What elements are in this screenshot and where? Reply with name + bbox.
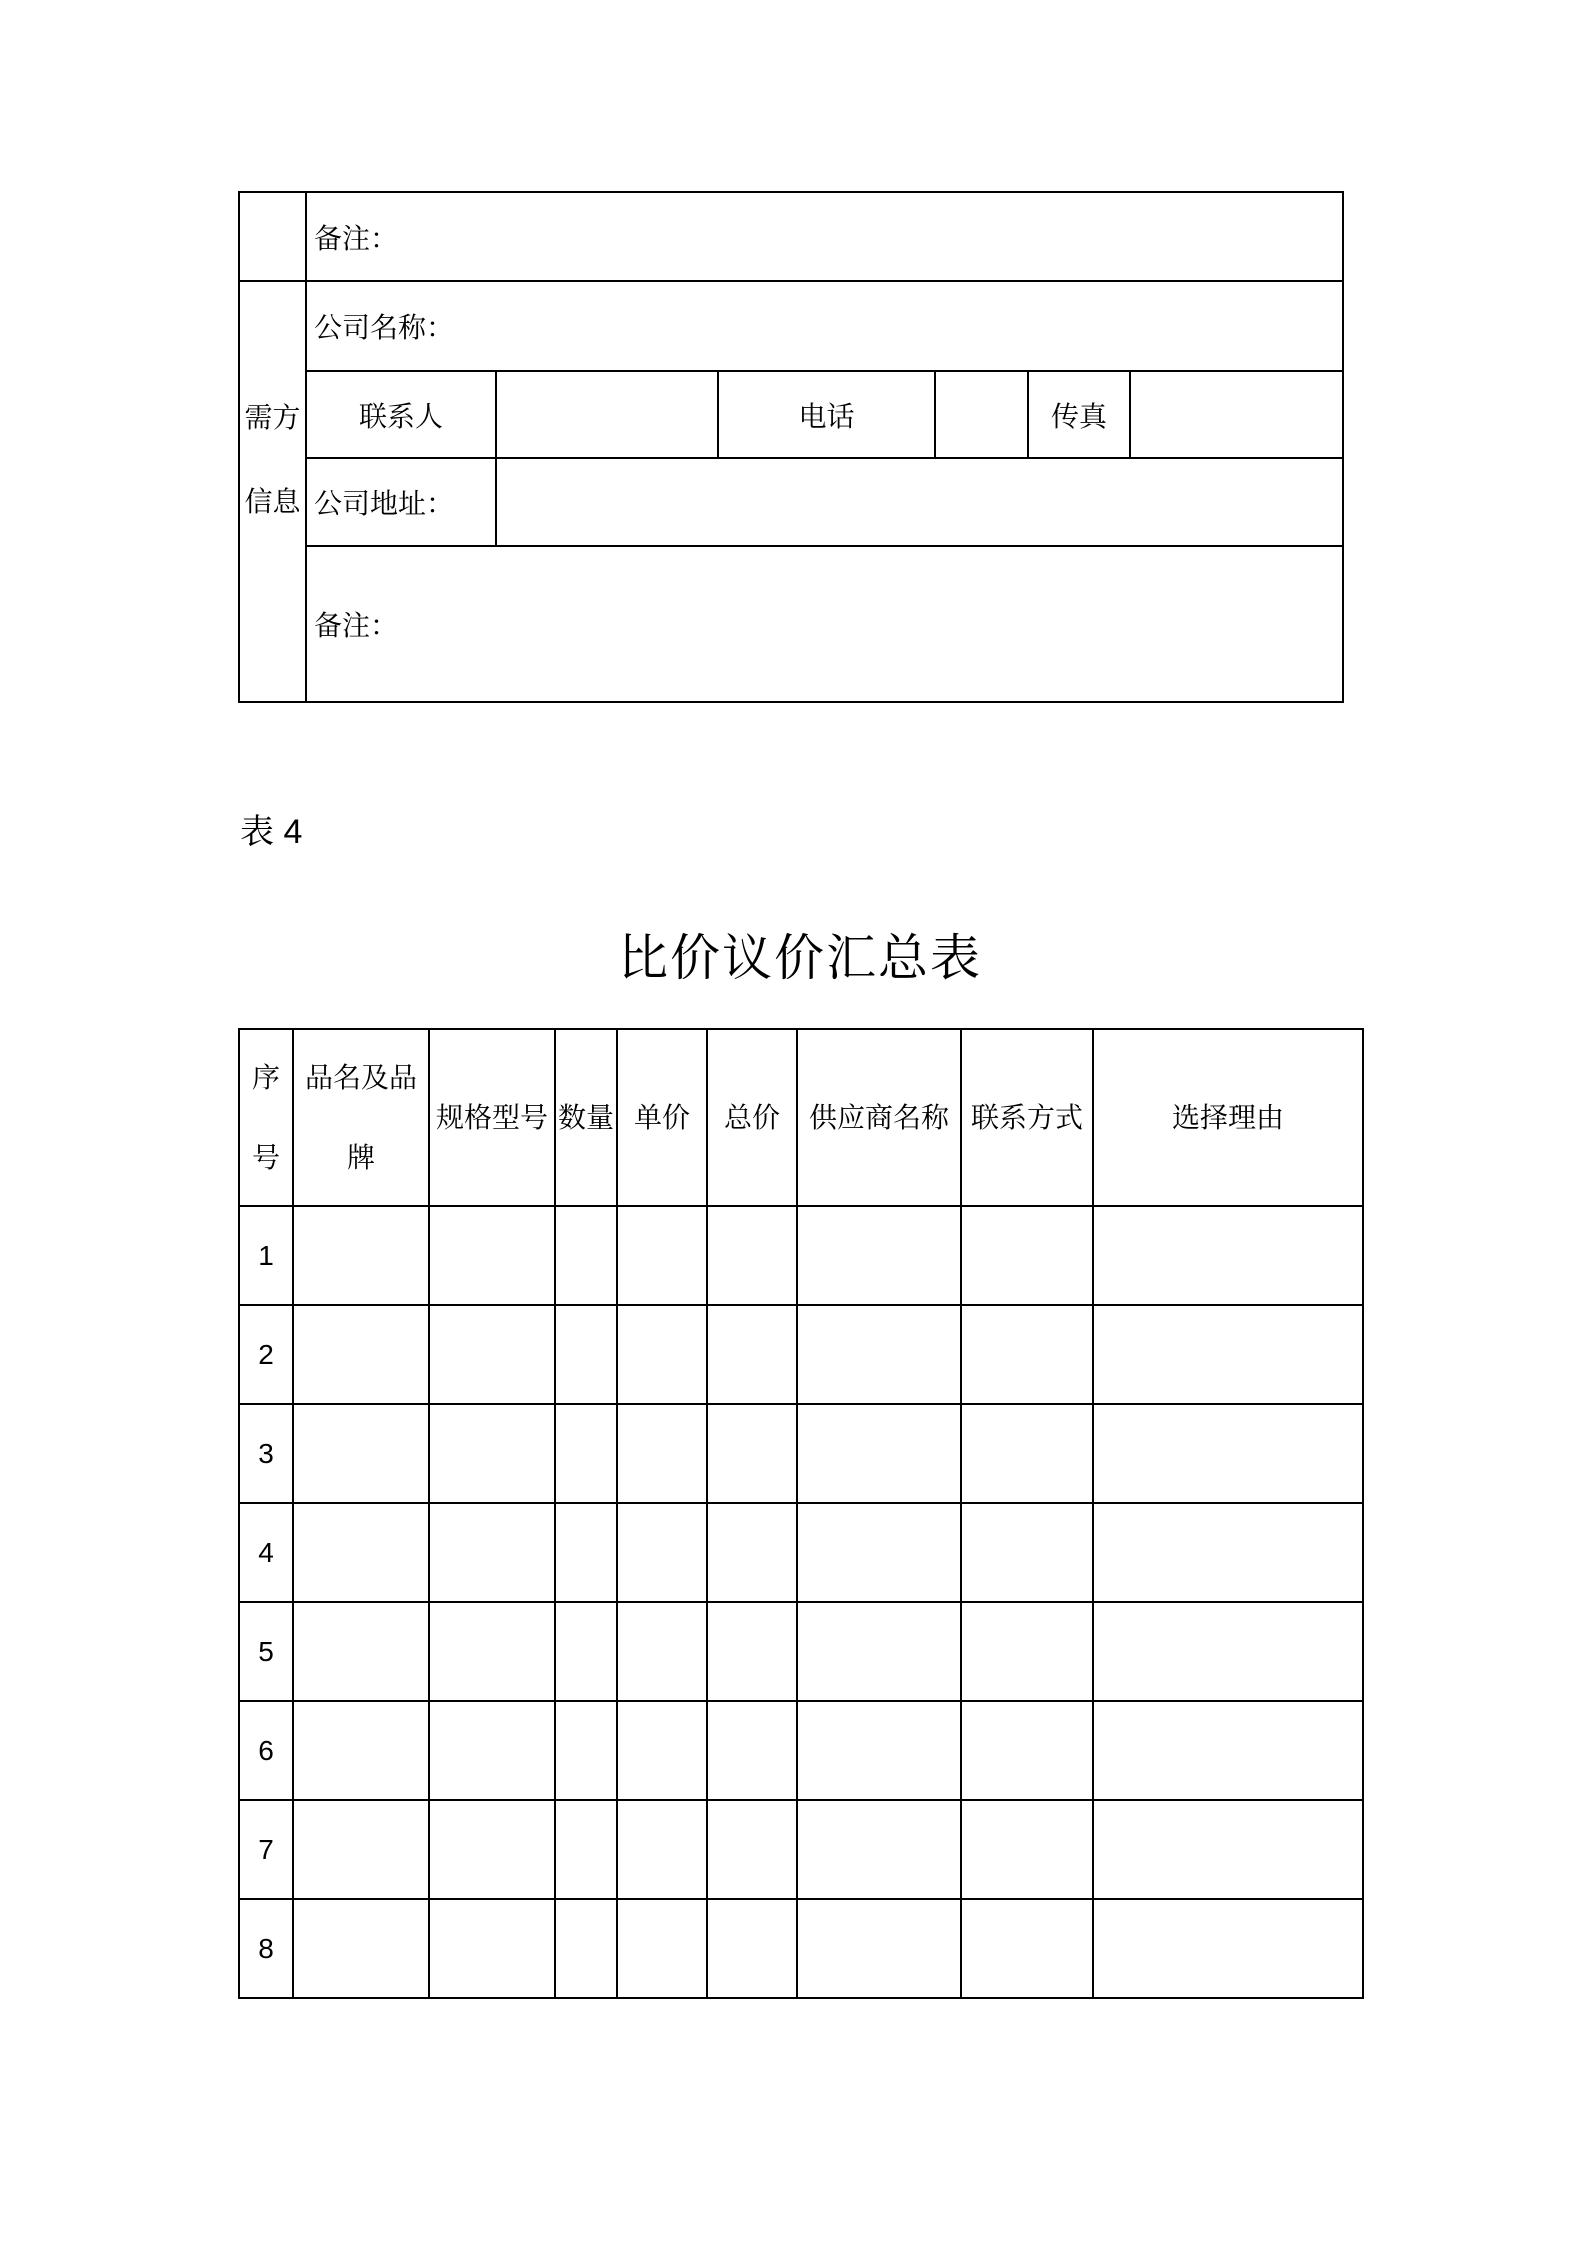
data-cell <box>617 1899 707 1998</box>
data-cell <box>1093 1800 1363 1899</box>
row-number-cell: 1 <box>239 1206 293 1305</box>
data-cell <box>961 1899 1093 1998</box>
row-number-cell: 4 <box>239 1503 293 1602</box>
header-cell-product-brand: 品名及品牌 <box>293 1029 429 1206</box>
data-cell <box>555 1503 617 1602</box>
data-cell <box>617 1404 707 1503</box>
header-cell-total-price: 总价 <box>707 1029 797 1206</box>
demand-info-table <box>238 191 1344 703</box>
summary-table-title: 比价议价汇总表 <box>618 930 982 986</box>
data-cell <box>555 1800 617 1899</box>
table-number-label: 表 4 <box>240 813 303 851</box>
contact-value-cell <box>496 371 718 458</box>
data-cell <box>707 1503 797 1602</box>
table-row <box>239 1305 1363 1404</box>
data-cell <box>555 1701 617 1800</box>
header-cell-serial: 序号 <box>239 1029 293 1206</box>
data-cell <box>797 1404 961 1503</box>
data-cell <box>961 1602 1093 1701</box>
data-cell <box>961 1503 1093 1602</box>
header-cell-supplier-name: 供应商名称 <box>797 1029 961 1206</box>
data-cell <box>707 1206 797 1305</box>
data-cell <box>293 1602 429 1701</box>
demand-section-label-cell: 需方信息 <box>239 281 306 702</box>
header-cell-unit-price: 单价 <box>617 1029 707 1206</box>
data-cell <box>961 1800 1093 1899</box>
row-number-cell: 5 <box>239 1602 293 1701</box>
contact-label-cell: 联系人 <box>306 371 496 458</box>
price-summary-table <box>238 1028 1364 1999</box>
data-cell <box>797 1899 961 1998</box>
row-number-cell: 3 <box>239 1404 293 1503</box>
data-cell <box>293 1404 429 1503</box>
company-name-cell: 公司名称： <box>306 281 1343 371</box>
data-cell <box>961 1404 1093 1503</box>
data-cell <box>707 1305 797 1404</box>
data-cell <box>797 1800 961 1899</box>
data-cell <box>707 1899 797 1998</box>
data-cell <box>707 1701 797 1800</box>
data-cell <box>797 1503 961 1602</box>
data-cell <box>707 1404 797 1503</box>
data-cell <box>429 1602 555 1701</box>
data-cell <box>797 1206 961 1305</box>
data-cell <box>1093 1404 1363 1503</box>
data-cell <box>293 1305 429 1404</box>
header-cell-quantity: 数量 <box>555 1029 617 1206</box>
table-row <box>239 1404 1363 1503</box>
table-row <box>239 1602 1363 1701</box>
data-cell <box>1093 1899 1363 1998</box>
table-row <box>239 1206 1363 1305</box>
data-cell <box>1093 1206 1363 1305</box>
data-cell <box>617 1800 707 1899</box>
fax-value-cell <box>1130 371 1343 458</box>
table-row <box>239 1899 1363 1998</box>
row-number-cell: 6 <box>239 1701 293 1800</box>
data-cell <box>429 1305 555 1404</box>
data-cell <box>617 1701 707 1800</box>
header-cell-spec-model: 规格型号 <box>429 1029 555 1206</box>
remark-bottom-cell: 备注： <box>306 546 1343 702</box>
header-cell-selection-reason: 选择理由 <box>1093 1029 1363 1206</box>
table-row <box>239 1503 1363 1602</box>
data-cell <box>293 1800 429 1899</box>
data-cell <box>293 1503 429 1602</box>
data-cell <box>429 1206 555 1305</box>
data-cell <box>617 1602 707 1701</box>
data-cell <box>555 1206 617 1305</box>
row-number-cell: 7 <box>239 1800 293 1899</box>
data-cell <box>797 1701 961 1800</box>
data-cell <box>617 1503 707 1602</box>
remark-top-cell: 备注： <box>306 192 1343 281</box>
data-cell <box>797 1305 961 1404</box>
data-cell <box>429 1800 555 1899</box>
table-row <box>239 1701 1363 1800</box>
data-cell <box>1093 1503 1363 1602</box>
data-cell <box>707 1602 797 1701</box>
data-cell <box>961 1206 1093 1305</box>
data-cell <box>429 1701 555 1800</box>
data-cell <box>293 1206 429 1305</box>
fax-label-cell: 传真 <box>1028 371 1130 458</box>
data-cell <box>707 1800 797 1899</box>
data-cell <box>429 1503 555 1602</box>
data-cell <box>961 1701 1093 1800</box>
row-number-cell: 8 <box>239 1899 293 1998</box>
row-number-cell: 2 <box>239 1305 293 1404</box>
data-cell <box>617 1305 707 1404</box>
corner-empty-cell <box>239 192 306 281</box>
phone-label-cell: 电话 <box>718 371 935 458</box>
data-cell <box>1093 1305 1363 1404</box>
data-cell <box>961 1305 1093 1404</box>
data-cell <box>555 1404 617 1503</box>
data-cell <box>293 1701 429 1800</box>
data-cell <box>1093 1701 1363 1800</box>
company-address-value-cell <box>496 458 1343 546</box>
data-cell <box>797 1602 961 1701</box>
table-row <box>239 1800 1363 1899</box>
header-cell-contact-info: 联系方式 <box>961 1029 1093 1206</box>
phone-value-cell <box>935 371 1028 458</box>
data-cell <box>555 1602 617 1701</box>
data-cell <box>429 1899 555 1998</box>
data-cell <box>617 1206 707 1305</box>
data-cell <box>1093 1602 1363 1701</box>
data-cell <box>555 1899 617 1998</box>
data-cell <box>429 1404 555 1503</box>
data-cell <box>555 1305 617 1404</box>
company-address-cell: 公司地址： <box>306 458 496 546</box>
data-cell <box>293 1899 429 1998</box>
